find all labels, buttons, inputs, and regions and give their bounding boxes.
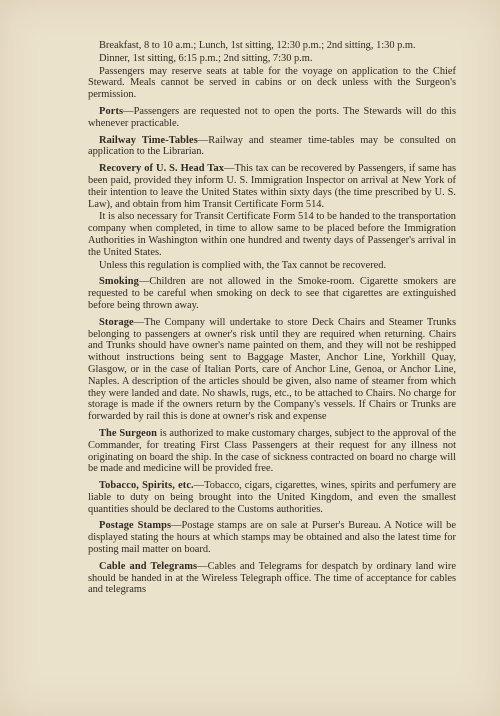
paragraph-tax-form [88, 211, 456, 258]
paragraph-postage [88, 520, 456, 555]
heading: Storage [99, 316, 134, 328]
paragraph-ports [88, 106, 456, 130]
paragraph-text: —Cables and Telegrams for despatch by ordinary land wire should be handed in at the Wireless Telegraph office. The time of acceptance for cables and telegrams [88, 560, 456, 596]
paragraph-text: —The Company will undertake to store Deck Chairs and Steamer Trunks belonging to passengers at owner's risk until they are required when returning. Chairs and Trunks should have owner's name painted on them, and they will not be reshipped without instructions being sent to Baggage Master, Anchor Line, Yorkhill Quay, Glasgow, or in the case of Italian Ports, care of Anchor Line, Genoa, or Anchor Line, Naples. A description of the articles should be given, also name of steamer from which they were landed and date. No shawls, rugs, etc., to be attached to Chairs. No charge for storage is made if the owners return by the Company's vessels. If Chairs or Trunks are forwarded by rail this is done at owner's risk and expense [88, 316, 456, 423]
paragraph-smoking [88, 276, 456, 311]
heading: Recovery of U. S. Head Tax [99, 163, 225, 175]
paragraph-text: —This tax can be recovered by Passengers, if same has been paid, provided they inform U. S. Immigration Inspector on arrival at New York of their intention to leave the United States within sixty days (the time prescribed by U. S. Law), and obtain from him Transit Certificate Form 514. [88, 163, 457, 210]
paragraph-text: It is also necessary for Transit Certificate Form 514 to be handed to the transportation company when completed, in time to allow same to be placed before the Immigration Authorities in Washington within one hundred and twenty days of Passenger's arrival in the United States. [88, 211, 456, 258]
paragraph-text: —Children are not allowed in the Smoke-room. Cigarette smokers are requested to be careful when smoking on deck to see that cigarettes are extinguished before being thrown away. [88, 276, 456, 311]
heading: Ports [99, 105, 124, 117]
heading: Railway Time-Tables [99, 134, 198, 146]
paragraph-text: Breakfast, 8 to 10 a.m.; Lunch, 1st sitting, 12:30 p.m.; 2nd sitting, 1:30 p.m. [99, 40, 416, 51]
paragraph-tax [88, 163, 456, 210]
paragraph-text: is authorized to make customary charges, subject to the approval of the Commander, for treating First Class Passengers at their request for any illness not originating on board the ship. In the case of sickness contracted on board no charge will be made and medicine will be provided free. [88, 427, 456, 475]
paragraph-text: —Postage stamps are on sale at Purser's Bureau. A Notice will be displayed stating the hours at which stamps may be obtained and also the latest time for posting mail matter on board. [88, 520, 456, 556]
body-text [88, 40, 456, 601]
heading: Tobacco, Spirits, etc. [99, 480, 194, 492]
paragraph-dinner [88, 53, 456, 65]
paragraph-tax-regulation [88, 260, 456, 272]
heading: Smoking [99, 276, 139, 288]
paragraph-text: Unless this regulation is complied with, the Tax cannot be recovered. [99, 259, 387, 271]
paragraph-storage [88, 317, 456, 423]
paragraph-text: —Passengers are requested not to open the ports. The Stewards will do this whenever practicable. [88, 105, 456, 129]
heading: The Surgeon [99, 427, 158, 439]
paragraph-reserve [88, 66, 456, 101]
paragraph-text: —Railway and steamer time-tables may be consulted on application to the Librarian. [88, 134, 456, 158]
paragraph-meals [88, 40, 456, 52]
paragraph-railway [88, 135, 456, 159]
paragraph-text: —Tobacco, cigars, cigarettes, wines, spirits and perfumery are liable to duty on being brought into the United Kingdom, and even the smallest quantities should be declared to the Customs authorities. [88, 480, 456, 515]
heading: Postage Stamps [99, 520, 172, 532]
paragraph-surgeon [88, 428, 456, 475]
paragraph-tobacco [88, 480, 456, 515]
heading: Cable and Telegrams [99, 560, 198, 572]
paragraph-text: Dinner, 1st sitting, 6:15 p.m.; 2nd sitting, 7:30 p.m. [99, 52, 313, 64]
paragraph-cable [88, 561, 456, 596]
paragraph-text: Passengers may reserve seats at table for the voyage on application to the Chief Steward. Meals cannot be served in cabins or on deck unless with the Surgeon's permission. [88, 65, 456, 101]
